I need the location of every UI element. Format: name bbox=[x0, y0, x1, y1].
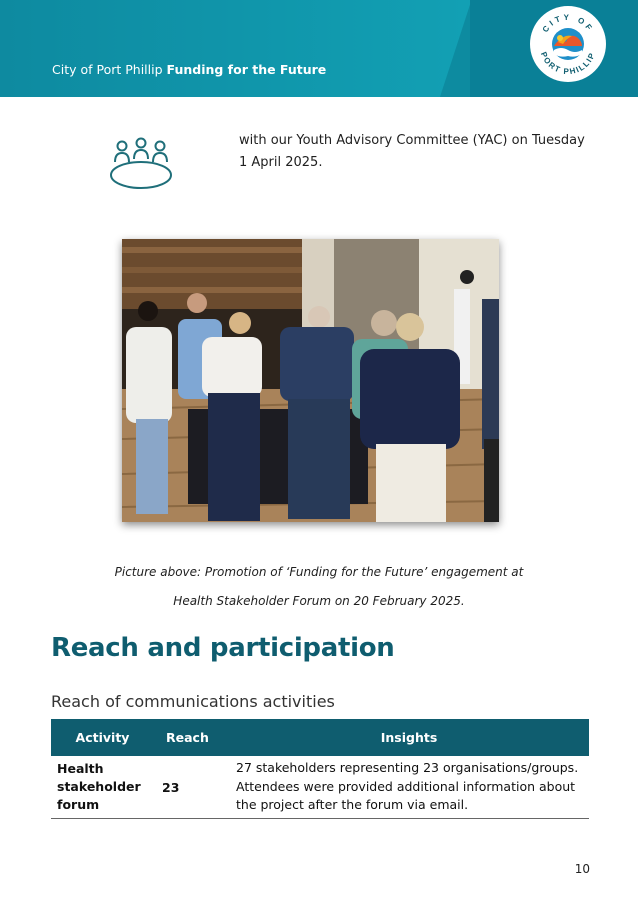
header-doc-title: Funding for the Future bbox=[166, 62, 327, 77]
table-row bbox=[51, 756, 589, 819]
header-title bbox=[52, 62, 326, 77]
table-header-row bbox=[51, 719, 589, 756]
column-header-reach: Reach bbox=[154, 719, 229, 756]
page-number: 10 bbox=[574, 862, 590, 876]
section-subheading: Reach of communications activities bbox=[51, 692, 335, 711]
page-header bbox=[0, 0, 638, 97]
forum-photo-illustration bbox=[122, 239, 499, 522]
svg-text:PORT PHILLIP: PORT PHILLIP bbox=[538, 50, 598, 77]
reach-table bbox=[51, 719, 589, 819]
section-heading: Reach and participation bbox=[51, 633, 395, 663]
header-band bbox=[0, 0, 470, 97]
svg-text:CITY OF: CITY OF bbox=[540, 12, 596, 35]
meeting-table-icon bbox=[105, 137, 179, 197]
column-header-insights: Insights bbox=[229, 719, 589, 756]
cell-insights: 27 stakeholders representing 23 organisations/groups. Attendees were provided additional information about the project after the forum via email. bbox=[229, 756, 589, 819]
photo-caption-line2: Health Stakeholder Forum on 20 February 2025. bbox=[173, 594, 465, 608]
cell-reach: 23 bbox=[154, 756, 229, 819]
intro-text: with our Youth Advisory Committee (YAC) on Tuesday 1 April 2025. bbox=[239, 133, 585, 170]
city-logo-graphic bbox=[530, 6, 606, 82]
city-logo bbox=[530, 6, 606, 82]
cell-activity: Health stakeholder forum bbox=[51, 756, 154, 819]
forum-photo bbox=[122, 239, 499, 522]
column-header-activity: Activity bbox=[51, 719, 154, 756]
photo-caption-line1: Picture above: Promotion of ‘Funding for the Future’ engagement at bbox=[114, 565, 524, 579]
header-org-name: City of Port Phillip bbox=[52, 62, 163, 77]
